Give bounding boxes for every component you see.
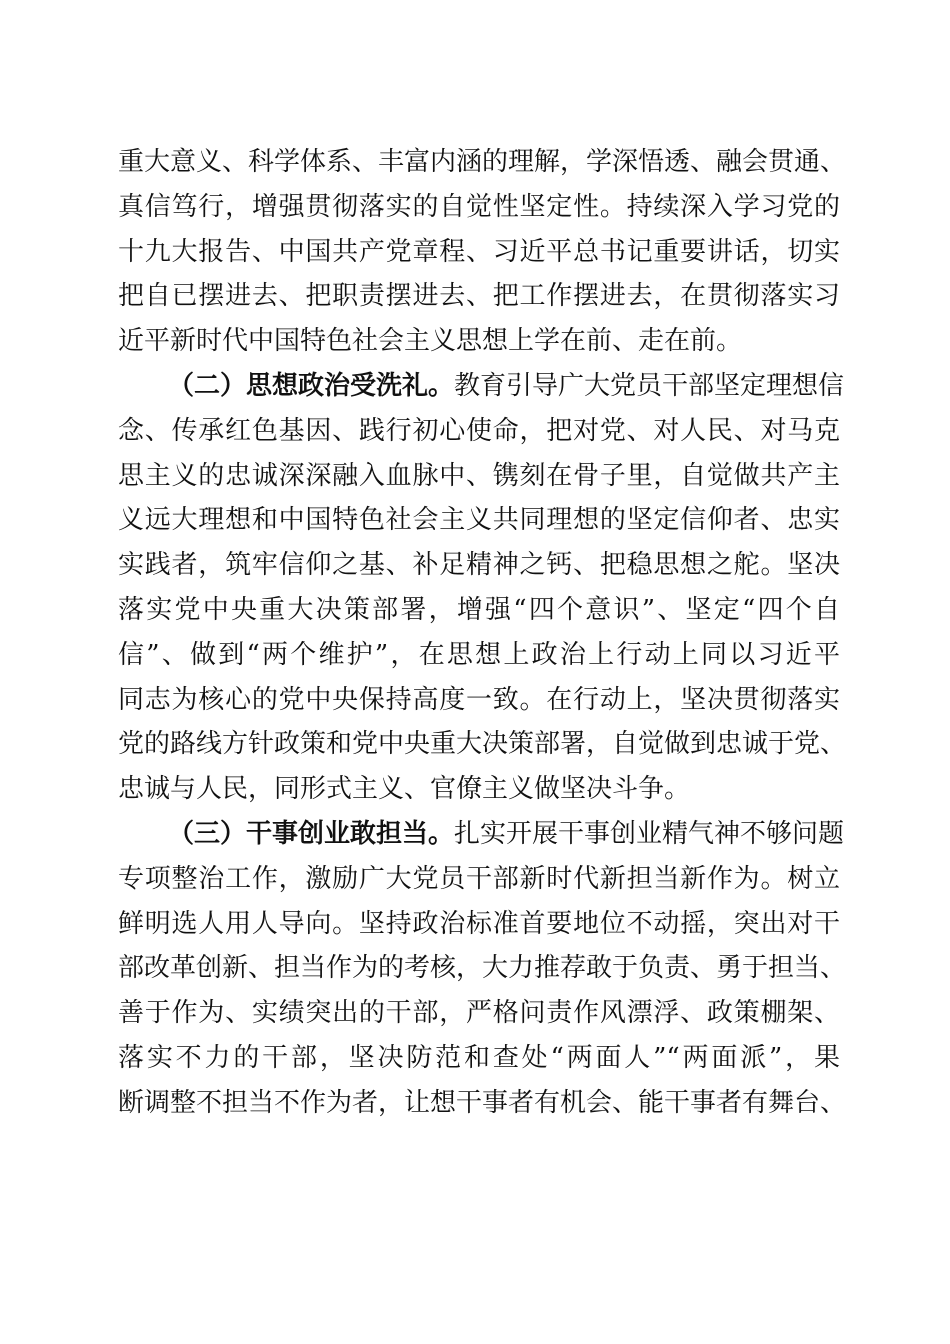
text-line: 落实不力的干部，坚决防范和查处“两面人”“两面派”，果 <box>118 1042 840 1073</box>
text-line: 鲜明选人用人导向。坚持政治标准首要地位不动摇，突出对干 <box>118 908 840 939</box>
body-text <box>118 140 847 1126</box>
text-line: 十九大报告、中国共产党章程、习近平总书记重要讲话，切实 <box>118 236 840 267</box>
section-heading: （二）思想政治受洗礼。 <box>168 370 455 401</box>
text-line: 念、传承红色基因、践行初心使命，把对党、对人民、对马克 <box>118 415 840 446</box>
text-line: 落实党中央重大决策部署，增强“四个意识”、坚定“四个自 <box>118 594 840 625</box>
text-run: 教育引导广大党员干部坚定理想信 <box>454 370 845 401</box>
text-line: 专项整治工作，激励广大党员干部新时代新担当新作为。树立 <box>118 863 840 894</box>
text-line: 部改革创新、担当作为的考核，大力推荐敢于负责、勇于担当、 <box>118 953 847 984</box>
text-line: 党的路线方针政策和党中央重大决策部署，自觉做到忠诚于党、 <box>118 729 847 760</box>
text-line: 实践者，筑牢信仰之基、补足精神之钙、把稳思想之舵。坚决 <box>118 550 840 581</box>
text-line: 真信笃行，增强贯彻落实的自觉性坚定性。持续深入学习党的 <box>118 191 840 222</box>
section-heading: （三）干事创业敢担当。 <box>168 818 455 849</box>
paragraph-2 <box>118 364 847 812</box>
text-line: 把自已摆进去、把职责摆进去、把工作摆进去，在贯彻落实习 <box>118 281 840 312</box>
text-line: 思主义的忠诚深深融入血脉中、镌刻在骨子里，自觉做共产主 <box>118 460 840 491</box>
text-line: 近平新时代中国特色社会主义思想上学在前、走在前。 <box>118 326 743 357</box>
text-line: 断调整不担当不作为者，让想干事者有机会、能干事者有舞台、 <box>118 1087 847 1118</box>
paragraph-1 <box>118 140 847 364</box>
text-line: 义远大理想和中国特色社会主义共同理想的坚定信仰者、忠实 <box>118 505 840 536</box>
text-line: 信”、做到“两个维护”，在思想上政治上行动上同以习近平 <box>118 639 840 670</box>
text-line: 重大意义、科学体系、丰富内涵的理解，学深悟透、融会贯通、 <box>118 147 847 177</box>
text-run: 扎实开展干事创业精气神不够问题 <box>454 818 845 849</box>
paragraph-3 <box>118 812 847 1126</box>
text-line <box>118 812 845 857</box>
text-line <box>118 364 845 409</box>
text-line: 善于作为、实绩突出的干部，严格问责作风漂浮、政策棚架、 <box>118 998 840 1029</box>
text-line: 同志为核心的党中央保持高度一致。在行动上，坚决贯彻落实 <box>118 684 840 715</box>
text-line: 忠诚与人民，同形式主义、官僚主义做坚决斗争。 <box>118 774 691 805</box>
